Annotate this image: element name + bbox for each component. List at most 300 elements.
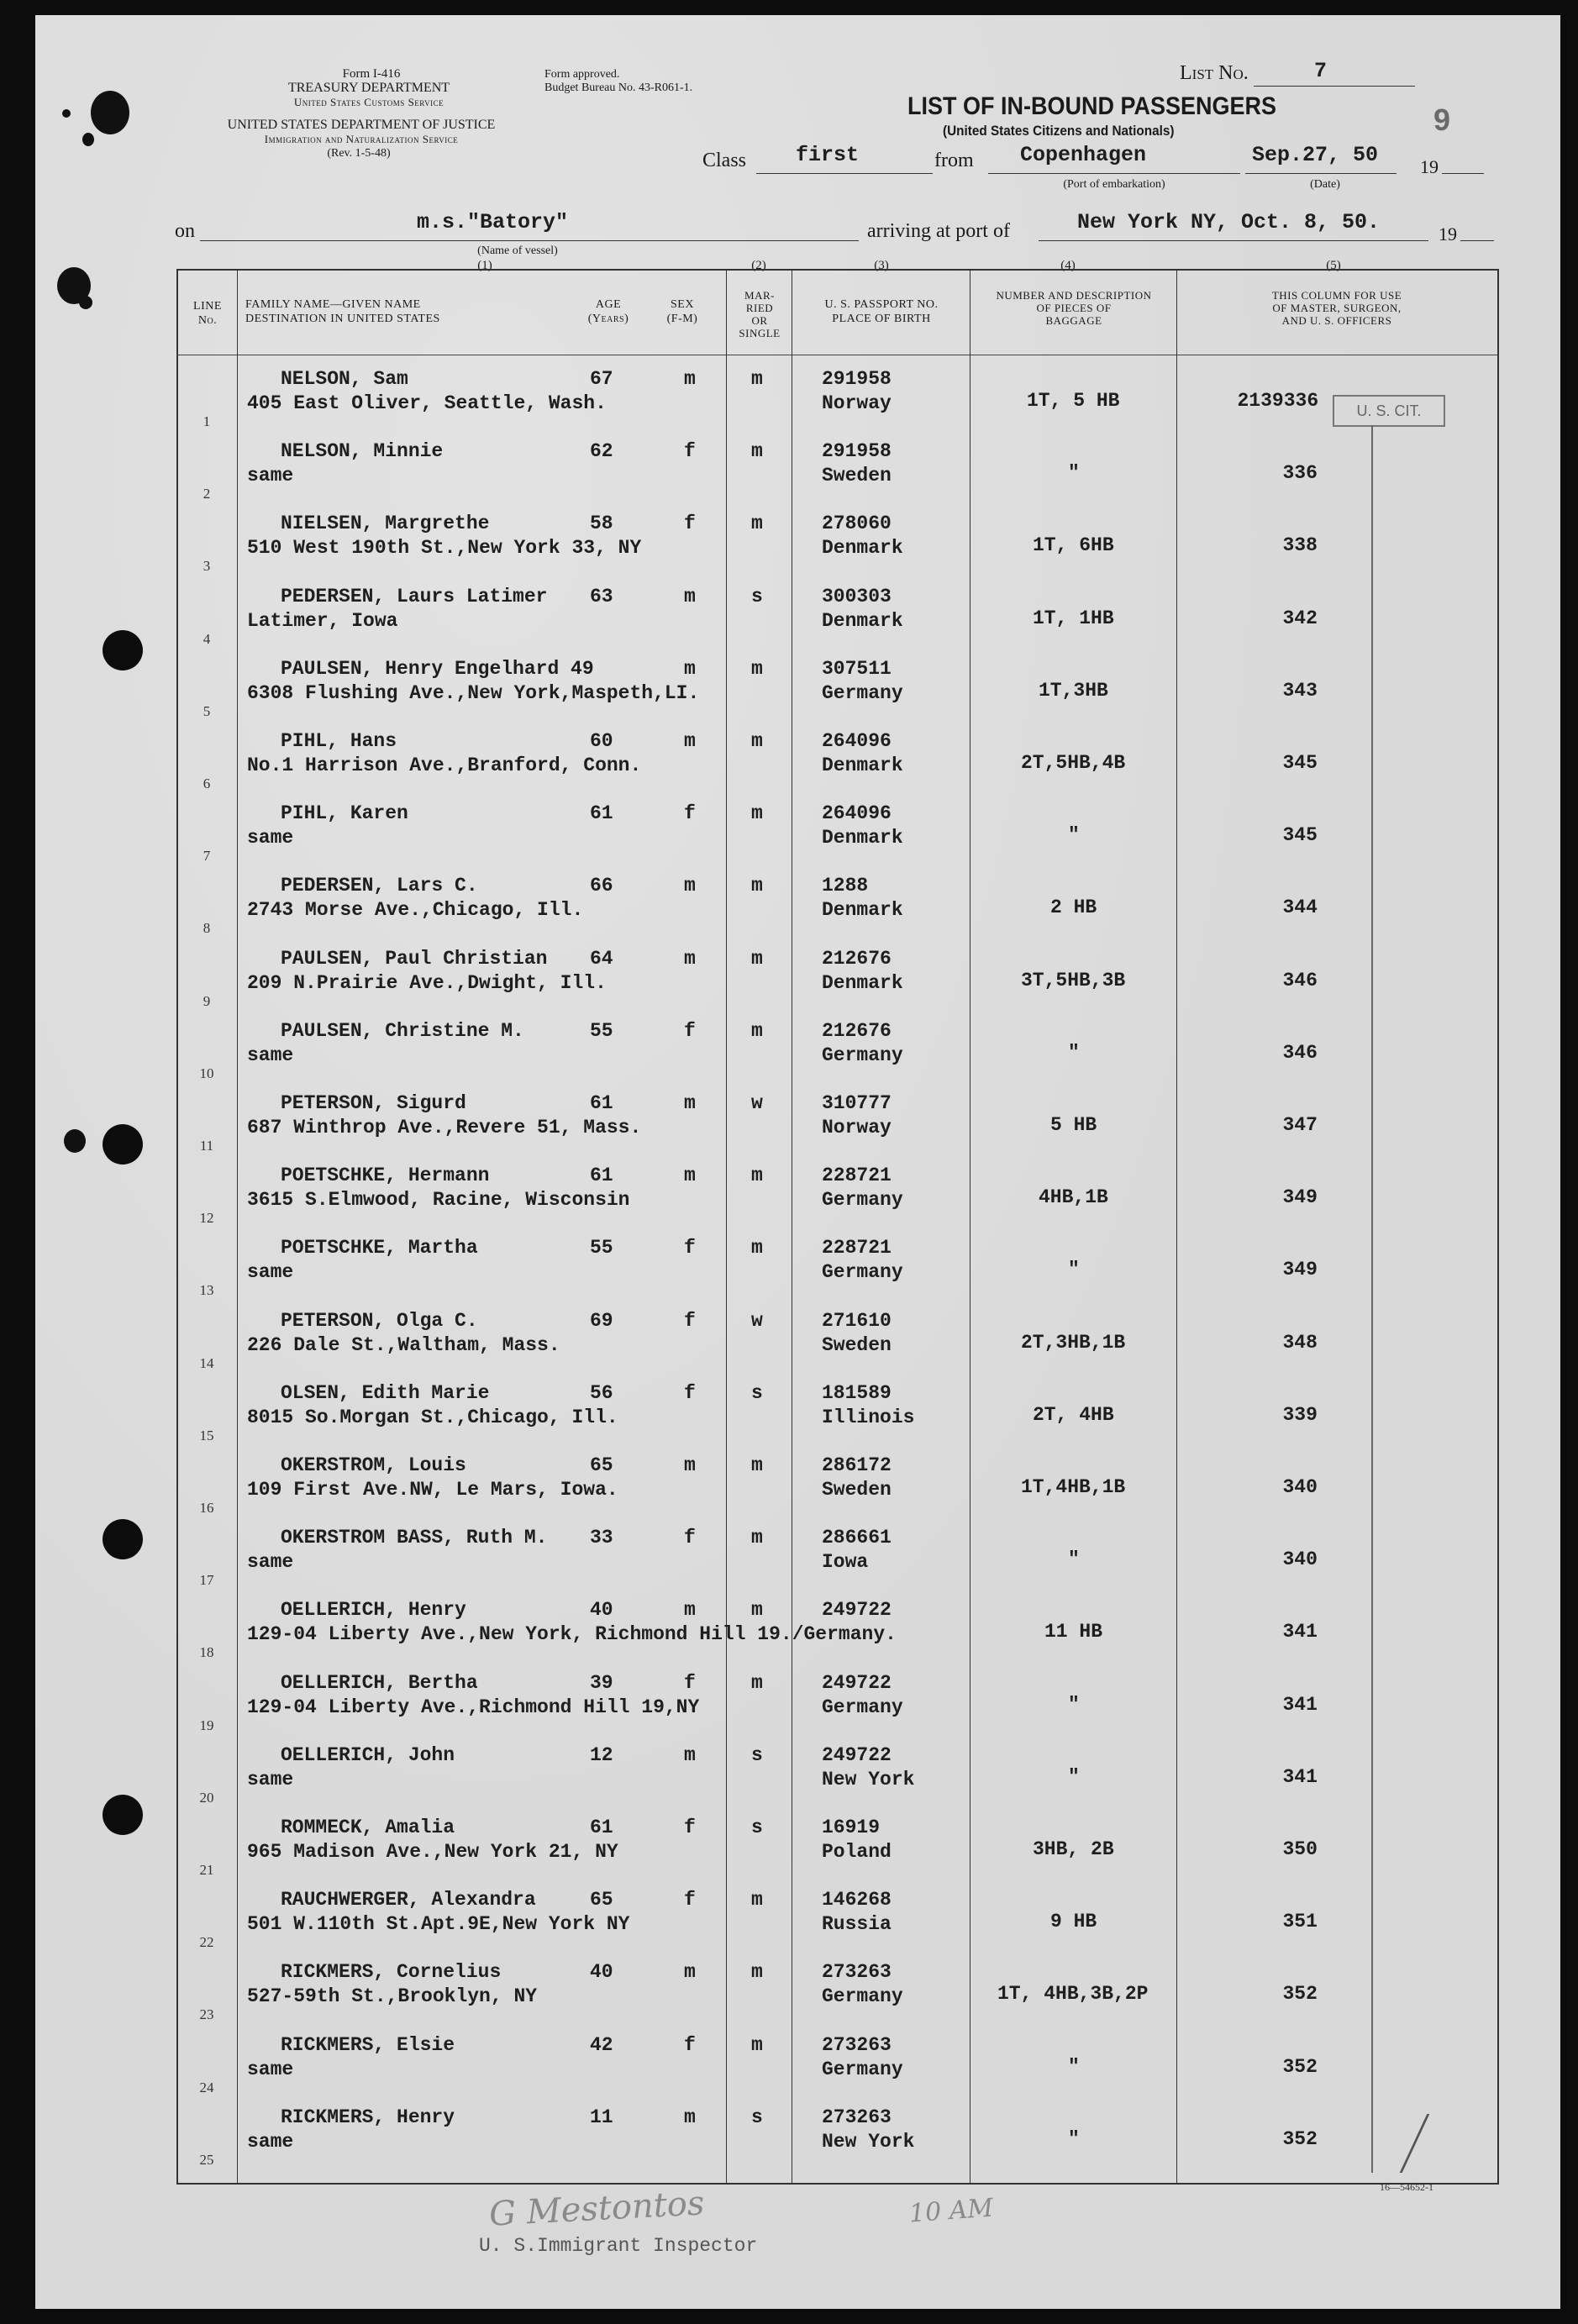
- cell-officer: 347: [1282, 1114, 1318, 1136]
- cell-baggage: 5 HB: [1050, 1114, 1097, 1136]
- cell-dest: Latimer, Iowa: [247, 609, 398, 632]
- vessel-rule: [200, 240, 859, 241]
- cell-dest: same: [247, 2058, 294, 2080]
- cell-sex: f: [684, 513, 696, 535]
- cell-married: s: [751, 585, 763, 607]
- cell-married: m: [751, 947, 763, 970]
- ink-blot: [64, 1129, 86, 1153]
- line-number: 3: [203, 558, 211, 575]
- cell-officer: 340: [1282, 1548, 1318, 1571]
- line-number: 8: [203, 920, 211, 937]
- cell-married: m: [751, 1527, 763, 1549]
- cell-dest: same: [247, 2130, 294, 2153]
- cell-officer: 352: [1282, 1983, 1318, 2006]
- cell-officer: 2139336: [1237, 390, 1319, 412]
- cell-baggage: 1T, 4HB,3B,2P: [997, 1983, 1149, 2006]
- col-number-5: (5): [1326, 259, 1341, 272]
- cell-passport: 228721: [822, 1237, 892, 1259]
- port-caption: (Port of embarkation): [1063, 178, 1165, 191]
- cell-age: 33: [590, 1527, 613, 1549]
- revision-date: (Rev. 1-5-48): [327, 147, 391, 160]
- cell-married: m: [751, 1237, 763, 1259]
- cell-married: s: [751, 1381, 763, 1404]
- inspector-signature: G Mestontos: [487, 2184, 706, 2234]
- cell-name: OLSEN, Edith Marie: [281, 1381, 490, 1404]
- from-value: Copenhagen: [1020, 143, 1147, 167]
- cell-name: OELLERICH, Bertha: [281, 1671, 478, 1694]
- cell-age: 58: [590, 513, 613, 535]
- cell-dest: same: [247, 1551, 294, 1574]
- cell-dest: same: [247, 1044, 294, 1066]
- line-number: 1: [203, 413, 211, 429]
- line-number: 5: [203, 702, 211, 719]
- treasury-department: TREASURY DEPARTMENT: [287, 81, 450, 95]
- cell-birth: Poland: [822, 1841, 892, 1863]
- cell-passport: 146268: [822, 1889, 892, 1911]
- cell-birth: New York: [822, 2130, 915, 2153]
- cell-birth: Germany: [822, 1044, 903, 1066]
- cell-passport: 273263: [822, 2033, 892, 2056]
- cell-sex: m: [684, 368, 696, 390]
- cell-name: POETSCHKE, Hermann: [281, 1165, 490, 1187]
- cell-name: PETERSON, Olga C.: [281, 1309, 478, 1332]
- cell-passport: 271610: [822, 1309, 892, 1332]
- cell-baggage: 1T, 6HB: [1033, 534, 1114, 557]
- cell-dest: 510 West 190th St.,New York 33, NY: [247, 537, 642, 560]
- cell-passport: 291958: [822, 440, 892, 463]
- class-label: Class: [702, 150, 747, 171]
- year-rule-2: [1460, 240, 1494, 241]
- passenger-list-sheet: [35, 15, 1560, 2309]
- cell-name: PIHL, Hans: [281, 730, 397, 752]
- col-header-passport: U. S. PASSPORT NO. PLACE OF BIRTH: [824, 298, 939, 325]
- cell-baggage: ": [1068, 824, 1080, 847]
- cell-birth: Iowa: [822, 1551, 869, 1574]
- binder-hole: [103, 1124, 143, 1165]
- binder-hole: [103, 630, 143, 670]
- cell-baggage: ": [1068, 1765, 1080, 1788]
- cell-passport: 278060: [822, 513, 892, 535]
- cell-name: ROMMECK, Amalia: [281, 1817, 455, 1838]
- from-label: from: [934, 150, 974, 171]
- cell-baggage: 9 HB: [1050, 1911, 1097, 1933]
- vessel-name: m.s."Batory": [417, 210, 569, 234]
- cell-passport: 286172: [822, 1454, 892, 1476]
- year-rule: [1442, 173, 1484, 174]
- cell-married: s: [751, 1743, 763, 1766]
- line-number: 11: [199, 1138, 214, 1154]
- cell-sex: f: [684, 440, 696, 463]
- cell-age: 65: [590, 1889, 613, 1911]
- cell-birth: Norway: [822, 1117, 892, 1138]
- cell-baggage: 3HB, 2B: [1033, 1838, 1114, 1860]
- cell-birth: Denmark: [822, 537, 903, 560]
- cell-dest: 405 East Oliver, Seattle, Wash.: [247, 392, 607, 414]
- cell-married: m: [751, 1599, 763, 1622]
- cell-passport: 249722: [822, 1599, 892, 1622]
- citizen-stamp: U. S. CIT.: [1333, 395, 1445, 427]
- cell-sex: f: [684, 1671, 696, 1694]
- cell-married: m: [751, 657, 763, 680]
- cell-name: NELSON, Minnie: [281, 440, 444, 463]
- cell-passport: 307511: [822, 657, 892, 680]
- cell-passport: 291958: [822, 368, 892, 390]
- cell-passport: 228721: [822, 1165, 892, 1187]
- cell-birth: Russia: [822, 1913, 892, 1936]
- cell-married: m: [751, 875, 763, 897]
- list-no-label: List No.: [1180, 62, 1249, 84]
- cell-married: m: [751, 368, 763, 390]
- cell-officer: 345: [1282, 824, 1318, 847]
- cell-passport: 249722: [822, 1743, 892, 1766]
- cell-married: m: [751, 513, 763, 535]
- cell-officer: 342: [1282, 607, 1318, 629]
- cell-age: 55: [590, 1237, 613, 1259]
- cell-married: m: [751, 730, 763, 752]
- cell-name: RICKMERS, Cornelius: [281, 1961, 502, 1984]
- binder-hole: [103, 1795, 143, 1835]
- line-number: 10: [199, 1065, 214, 1081]
- cell-name: OELLERICH, John: [281, 1743, 455, 1766]
- form-number: Form I-416: [342, 67, 401, 81]
- line-number: 22: [199, 1934, 214, 1951]
- cell-married: m: [751, 1889, 763, 1911]
- col-number-2: (2): [751, 259, 766, 272]
- cell-passport: 273263: [822, 2106, 892, 2128]
- cell-sex: m: [684, 2106, 696, 2128]
- col-divider: [1176, 269, 1177, 2183]
- cell-birth: Sweden: [822, 1479, 892, 1501]
- cell-name: PEDERSEN, Lars C.: [281, 875, 478, 897]
- cell-passport: 212676: [822, 947, 892, 970]
- cell-officer: 352: [1282, 2055, 1318, 2078]
- line-number: 15: [199, 1427, 214, 1443]
- cell-dest: 965 Madison Ave.,New York 21, NY: [247, 1841, 618, 1863]
- cell-officer: 341: [1282, 1693, 1318, 1716]
- cell-birth: Illinois: [822, 1406, 915, 1428]
- col-divider: [237, 269, 238, 2183]
- ink-blot: [91, 91, 129, 134]
- cell-officer: 345: [1282, 752, 1318, 774]
- line-number: 18: [199, 1644, 214, 1661]
- cell-baggage: ": [1068, 1548, 1080, 1571]
- cell-birth: Germany: [822, 1696, 903, 1718]
- cell-birth: Sweden: [822, 1333, 892, 1356]
- cell-married: m: [751, 2033, 763, 2056]
- line-number: 23: [199, 2006, 214, 2023]
- year-prefix: 19: [1420, 156, 1439, 177]
- cell-baggage: 1T, 5 HB: [1027, 390, 1120, 412]
- cell-dest: 501 W.110th St.Apt.9E,New York NY: [247, 1913, 630, 1936]
- cell-officer: 340: [1282, 1476, 1318, 1498]
- cell-name: OELLERICH, Henry: [281, 1599, 466, 1622]
- cell-passport: 300303: [822, 585, 892, 607]
- cell-baggage: ": [1068, 2127, 1080, 2150]
- cell-age: 66: [590, 875, 613, 897]
- cell-baggage: 3T,5HB,3B: [1021, 969, 1126, 991]
- cell-name: RICKMERS, Henry: [281, 2106, 455, 2128]
- arrival-value: New York NY, Oct. 8, 50.: [1077, 210, 1381, 234]
- cell-name: PEDERSEN, Laurs Latimer: [281, 585, 548, 607]
- cell-dest: 129-04 Liberty Ave.,Richmond Hill 19,NY: [247, 1696, 700, 1718]
- cell-sex: m: [684, 657, 696, 680]
- cell-age: 12: [590, 1743, 613, 1766]
- cell-age: 67: [590, 368, 613, 390]
- on-label: on: [175, 220, 195, 242]
- cell-birth: Germany: [822, 1189, 903, 1212]
- cell-sex: m: [684, 875, 696, 897]
- cell-name: PAULSEN, Paul Christian: [281, 947, 548, 970]
- cell-age: 64: [590, 947, 613, 970]
- cell-name: PIHL, Karen: [281, 802, 408, 825]
- cell-sex: m: [684, 585, 696, 607]
- cell-name: NELSON, Sam: [281, 368, 408, 390]
- cell-name: POETSCHKE, Martha: [281, 1237, 478, 1259]
- date-caption: (Date): [1310, 178, 1340, 191]
- cell-sex: f: [684, 1019, 696, 1042]
- col-divider: [726, 269, 727, 2183]
- class-rule: [756, 173, 933, 174]
- line-number: 20: [199, 1789, 214, 1806]
- cell-sex: m: [684, 1092, 696, 1114]
- cell-sex: f: [684, 1309, 696, 1332]
- cell-baggage: 2T,5HB,4B: [1021, 752, 1126, 774]
- line-number: 7: [203, 848, 211, 865]
- cell-baggage: ": [1068, 1259, 1080, 1281]
- cell-officer: 352: [1282, 2127, 1318, 2150]
- form-approved: Form approved.: [544, 68, 620, 81]
- cell-birth: Denmark: [822, 827, 903, 849]
- cell-passport: 16919: [822, 1817, 881, 1838]
- cell-baggage: ": [1068, 2055, 1080, 2078]
- cell-sex: m: [684, 1454, 696, 1476]
- cell-dest: same: [247, 465, 294, 487]
- cell-name: OKERSTROM, Louis: [281, 1454, 466, 1476]
- cell-officer: 351: [1282, 1911, 1318, 1933]
- cell-passport: 181589: [822, 1381, 892, 1404]
- cell-baggage: ": [1068, 1693, 1080, 1716]
- year-prefix-2: 19: [1439, 223, 1457, 244]
- col-number-3: (3): [874, 259, 889, 272]
- cell-officer: 346: [1282, 969, 1318, 991]
- cell-married: s: [751, 1817, 763, 1838]
- cell-age: 61: [590, 802, 613, 825]
- line-number: 13: [199, 1282, 214, 1299]
- cell-dest: 226 Dale St.,Waltham, Mass.: [247, 1333, 560, 1356]
- col-header-age: AGE (Years): [587, 298, 629, 325]
- cell-married: m: [751, 802, 763, 825]
- cell-birth: Germany: [822, 1261, 903, 1284]
- date-rule: [1245, 173, 1397, 174]
- cell-dest: same: [247, 1261, 294, 1284]
- cell-officer: 350: [1282, 1838, 1318, 1860]
- cell-sex: f: [684, 1817, 696, 1838]
- line-number: 19: [199, 1717, 214, 1733]
- cell-married: m: [751, 1961, 763, 1984]
- cell-officer: 336: [1282, 462, 1318, 485]
- cell-officer: 349: [1282, 1186, 1318, 1209]
- line-number: 4: [203, 630, 211, 647]
- cell-passport: 249722: [822, 1671, 892, 1694]
- cell-baggage: 4HB,1B: [1039, 1186, 1108, 1209]
- cell-name: PETERSON, Sigurd: [281, 1092, 466, 1114]
- print-code: 16—54652-1: [1380, 2181, 1433, 2193]
- cell-baggage: ": [1068, 1041, 1080, 1064]
- line-number: 25: [199, 2151, 214, 2168]
- col-header-baggage: NUMBER AND DESCRIPTION OF PIECES OF BAGGAGE: [996, 289, 1152, 327]
- cell-baggage: 2T, 4HB: [1033, 1403, 1114, 1426]
- cell-age: 62: [590, 440, 613, 463]
- line-number: 16: [199, 1500, 214, 1516]
- col-header-line: LINE No.: [193, 300, 222, 327]
- class-value: first: [796, 143, 860, 167]
- line-number: 24: [199, 2079, 214, 2095]
- cell-sex: f: [684, 802, 696, 825]
- cell-passport: 273263: [822, 1961, 892, 1984]
- cell-birth: Sweden: [822, 465, 892, 487]
- cell-married: m: [751, 1019, 763, 1042]
- cell-dest: 2743 Morse Ave.,Chicago, Ill.: [247, 899, 584, 922]
- cell-dest: 8015 So.Morgan St.,Chicago, Ill.: [247, 1406, 618, 1428]
- cell-birth: Germany: [822, 2058, 903, 2080]
- cell-passport: 1288: [822, 875, 869, 897]
- cell-age: 40: [590, 1599, 613, 1622]
- cell-name: OKERSTROM BASS, Ruth M.: [281, 1527, 548, 1549]
- cell-birth: New York: [822, 1768, 915, 1790]
- page-mark: 9: [1433, 103, 1451, 137]
- cell-passport: 286661: [822, 1527, 892, 1549]
- cell-age: 63: [590, 585, 613, 607]
- cell-sex: f: [684, 2033, 696, 2056]
- arrival-rule: [1039, 240, 1428, 241]
- line-number: 2: [203, 486, 211, 502]
- ink-blot: [82, 133, 94, 146]
- cell-age: 61: [590, 1092, 613, 1114]
- vessel-caption: (Name of vessel): [477, 244, 558, 257]
- cell-birth: Germany: [822, 681, 903, 704]
- cell-officer: 349: [1282, 1259, 1318, 1281]
- budget-bureau: Budget Bureau No. 43-R061-1.: [544, 81, 693, 94]
- cell-married: m: [751, 440, 763, 463]
- cell-age: 65: [590, 1454, 613, 1476]
- cell-baggage: 1T,4HB,1B: [1021, 1476, 1126, 1498]
- binder-hole: [103, 1519, 143, 1559]
- cell-age: 56: [590, 1381, 613, 1404]
- cell-passport: 264096: [822, 730, 892, 752]
- col-header-name: FAMILY NAME—GIVEN NAME DESTINATION IN UNITED STATES: [245, 298, 440, 325]
- cell-name: PAULSEN, Christine M.: [281, 1019, 524, 1042]
- cell-age: 40: [590, 1961, 613, 1984]
- col-header-married: MAR- RIED OR SINGLE: [739, 289, 781, 339]
- date-value: Sep.27, 50: [1252, 143, 1379, 167]
- cell-sex: m: [684, 1165, 696, 1187]
- cell-officer: 344: [1282, 896, 1318, 919]
- cell-married: w: [751, 1092, 763, 1114]
- cell-name: NIELSEN, Margrethe: [281, 513, 490, 535]
- cell-sex: f: [684, 1237, 696, 1259]
- immigration-service: Immigration and Naturalization Service: [264, 133, 459, 145]
- cell-sex: f: [684, 1527, 696, 1549]
- inspector-label: U. S.Immigrant Inspector: [479, 2235, 758, 2257]
- cell-officer: 341: [1282, 1765, 1318, 1788]
- cell-age: 60: [590, 730, 613, 752]
- arriving-label: arriving at port of: [867, 220, 1010, 242]
- list-no-value: 7: [1314, 59, 1328, 83]
- col-number-4: (4): [1060, 259, 1076, 272]
- cell-married: m: [751, 1671, 763, 1694]
- line-number: 21: [199, 1862, 214, 1878]
- cell-sex: m: [684, 730, 696, 752]
- cell-dest: 527-59th St.,Brooklyn, NY: [247, 1985, 538, 2008]
- cell-passport: 310777: [822, 1092, 892, 1114]
- line-number: 14: [199, 1354, 214, 1371]
- cell-married: m: [751, 1165, 763, 1187]
- department-of-justice: UNITED STATES DEPARTMENT OF JUSTICE: [227, 118, 496, 132]
- cell-sex: m: [684, 1743, 696, 1766]
- cell-dest: 3615 S.Elmwood, Racine, Wisconsin: [247, 1189, 630, 1212]
- cell-birth: Denmark: [822, 899, 903, 922]
- cell-dest: same: [247, 1768, 294, 1790]
- form-subtitle: (United States Citizens and Nationals): [943, 123, 1175, 139]
- cell-dest: same: [247, 827, 294, 849]
- list-no-rule: [1254, 86, 1415, 87]
- cell-married: s: [751, 2106, 763, 2128]
- line-number: 9: [203, 992, 211, 1009]
- ink-blot: [79, 296, 92, 309]
- margin-note: 10 AM: [907, 2193, 995, 2229]
- cell-dest: No.1 Harrison Ave.,Branford, Conn.: [247, 755, 642, 776]
- cell-baggage: 2T,3HB,1B: [1021, 1331, 1126, 1354]
- cell-officer: 339: [1282, 1403, 1318, 1426]
- cell-baggage: 2 HB: [1050, 896, 1097, 919]
- col-header-officers: THIS COLUMN FOR USE OF MASTER, SURGEON, AND U. S. OFFICERS: [1271, 289, 1402, 327]
- cell-officer: 338: [1282, 534, 1318, 557]
- cell-age: 55: [590, 1019, 613, 1042]
- cell-dest: 109 First Ave.NW, Le Mars, Iowa.: [247, 1479, 618, 1501]
- cell-sex: f: [684, 1889, 696, 1911]
- cell-name: RICKMERS, Elsie: [281, 2033, 455, 2056]
- cell-officer: 341: [1282, 1621, 1318, 1643]
- cell-age: 11: [590, 2106, 613, 2128]
- line-number: 12: [199, 1210, 214, 1227]
- cell-baggage: 1T,3HB: [1039, 679, 1108, 702]
- line-number: 6: [203, 776, 211, 791]
- cell-dest: 687 Winthrop Ave.,Revere 51, Mass.: [247, 1117, 642, 1138]
- cell-sex: m: [684, 1961, 696, 1984]
- customs-service: United States Customs Service: [293, 96, 444, 108]
- cell-baggage: 11 HB: [1044, 1621, 1103, 1643]
- cell-age: 69: [590, 1309, 613, 1332]
- cell-passport: 212676: [822, 1019, 892, 1042]
- from-rule: [988, 173, 1240, 174]
- cell-married: w: [751, 1309, 763, 1332]
- cell-age: 39: [590, 1671, 613, 1694]
- cell-age: 42: [590, 2033, 613, 2056]
- cell-married: m: [751, 1454, 763, 1476]
- cell-baggage: 1T, 1HB: [1033, 607, 1114, 629]
- line-number: 17: [199, 1572, 214, 1589]
- cell-age: 61: [590, 1817, 613, 1838]
- cell-birth: Denmark: [822, 971, 903, 994]
- officer-check-line: [1371, 425, 1373, 2173]
- cell-dest: 209 N.Prairie Ave.,Dwight, Ill.: [247, 971, 607, 994]
- cell-baggage: ": [1068, 462, 1080, 485]
- cell-birth: Germany: [822, 1985, 903, 2008]
- col-number-1: (1): [477, 259, 492, 272]
- cell-name: PAULSEN, Henry Engelhard 49: [281, 657, 594, 680]
- cell-officer: 343: [1282, 679, 1318, 702]
- cell-dest: 129-04 Liberty Ave.,New York, Richmond Hill 19./Germany.: [247, 1623, 897, 1646]
